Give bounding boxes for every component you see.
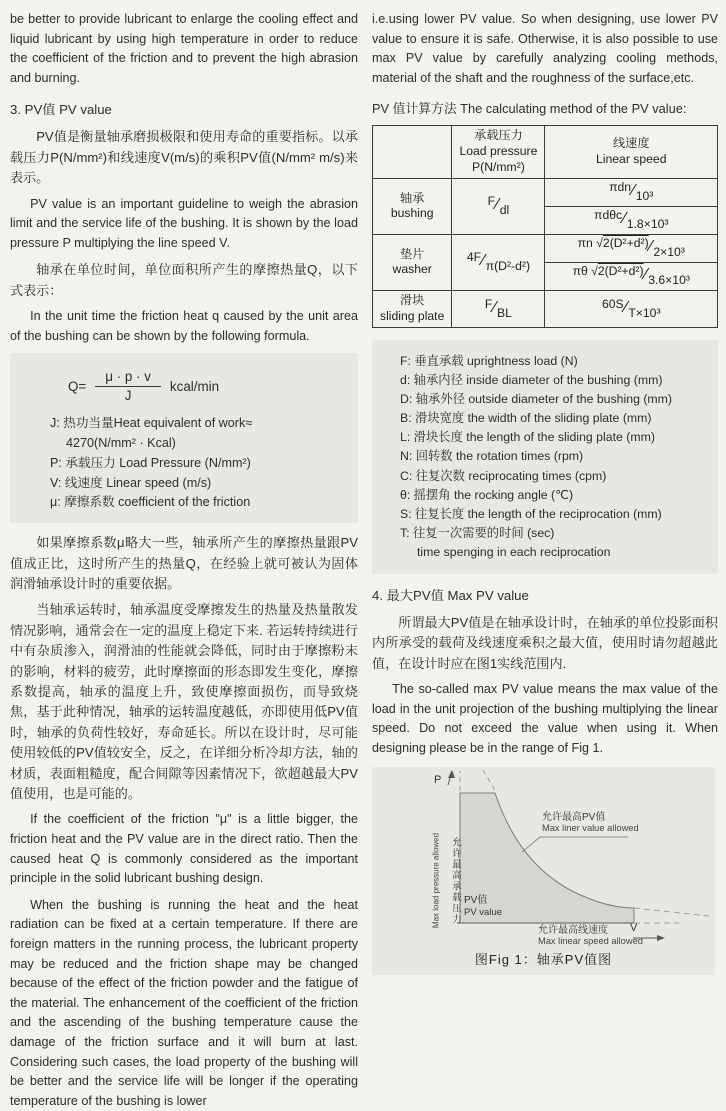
sliding-plate-pressure-formula	[484, 296, 512, 320]
v-axis-arrowhead	[657, 935, 665, 941]
formula-prefix: πθ	[572, 264, 592, 279]
header-load-pressure-en: Load pressure	[459, 144, 538, 159]
friction-heat-formula-box	[10, 353, 358, 523]
formula-def-J-cont: 4270(N/mm² · Kcal)	[66, 436, 176, 451]
formula-denominator: T×10³	[628, 305, 661, 320]
bushing-label-cell	[373, 178, 452, 234]
pv-figure	[372, 767, 715, 975]
table-title: PV 值计算方法 The calculating method of the PV value:	[372, 101, 687, 117]
right-column	[372, 10, 718, 967]
q-formula-unit: kcal/min	[169, 378, 220, 394]
washer-speed-rotation-cell	[545, 234, 718, 262]
formula-denominator: π(D²-d²)	[485, 259, 530, 274]
table-header-row	[373, 126, 718, 179]
sqrt-body: 2(D²+d²)	[597, 264, 644, 279]
formula-denominator: 10³	[635, 189, 654, 204]
p-axis-arrowhead	[448, 770, 455, 778]
legend-T: T: 往复一次需要的时间 (sec)	[400, 525, 555, 540]
legend-theta: θ: 摇摆角 the rocking angle (℃)	[400, 487, 574, 502]
formula-numerator: F	[487, 194, 496, 209]
figure-x-axis-symbol: V	[630, 921, 638, 934]
sliding-plate-label-en: sliding plate	[379, 308, 445, 323]
paragraph-lubricant-cooling: be better to provide lubricant to enlarge the cooling effect and liquid lubricant by using high temperature in order to reduce the coefficient of the friction and to prevent the high abrasion and burning.	[10, 12, 358, 85]
section-heading-pv-value: 3. PV值 PV value	[10, 102, 112, 118]
figure-caption: 图Fig 1：轴承PV值图	[474, 951, 613, 967]
header-load-pressure-cell	[452, 126, 545, 179]
washer-speed-formula-2	[573, 266, 690, 287]
header-load-pressure-unit: P(N/mm²)	[472, 160, 525, 175]
bushing-label-zh: 轴承	[399, 190, 425, 205]
fraction-slash: ∕	[482, 252, 485, 270]
legend-C: C: 往复次数 reciprocating times (cpm)	[400, 468, 607, 483]
fraction-slash: ∕	[493, 298, 497, 316]
formula-def-V: V: 线速度 Linear speed (m/s)	[50, 475, 212, 490]
paragraph-friction-heat-en: In the unit time the friction heat q caused by the unit area of the bushing can be shown by the following formula.	[10, 309, 358, 343]
sliding-plate-label-cell	[373, 290, 452, 327]
washer-label-en: washer	[392, 262, 432, 277]
figure-max-pv-annotation	[542, 812, 639, 835]
figure-ylabel-zh: 允许最高承载压力	[450, 836, 461, 925]
sliding-plate-label-zh: 滑块	[399, 293, 425, 308]
legend-T-cont: time spenging in each reciprocation	[417, 544, 611, 559]
paragraph-max-pv-zh: 所谓最大PV值是在轴承设计时，在轴承的单位投影面积内所承受的载荷及线速度乘积之最大值，使用时请勿超越此值，在设计时应在图1实线范围内.	[372, 614, 718, 671]
legend-B: B: 滑块宽度 the width of the sliding plate (mm)	[400, 411, 652, 426]
paragraph-bushing-running-zh: 当轴承运转时，轴承温度受摩擦发生的热量及热量散发情况影响，通常会在一定的温度上稳定下来. 若运转持续进行中有杂质渗入，润滑油的性能就会降低，同时由于摩擦粉末的影响，材料的疲劳，此时摩擦面的形态即发生变化，摩擦系数提高，轴承的温度上升，致使摩擦面损伤，而导致烧焦，基于此种情况，轴承的运转温度越低，亦即使用低PV值时，轴承的负荷性较好，寿命延长。所以在设计时，尽可能使用较低的PV值较安全，反之，在详细分析冷却方法，轴的材质，表面粗糙度，配合间隙等因素情况下，欲超越最大PV值使用，也是可能的。	[10, 602, 358, 802]
formula-prefix: πn	[577, 236, 597, 251]
bushing-speed-rocking-cell	[545, 206, 718, 234]
sliding-plate-speed-cell	[545, 290, 718, 327]
formula-denominator: dl	[499, 203, 510, 218]
formula-denominator: 1.8×10³	[626, 217, 669, 232]
formula-def-P: P: 承载压力 Load Pressure (N/mm²)	[50, 455, 251, 470]
figure-pv-region-label	[464, 895, 502, 920]
header-linear-speed-zh: 线速度	[612, 136, 650, 151]
figure-max-speed-annotation	[538, 925, 643, 948]
formula-numerator: 4F	[466, 250, 482, 265]
legend-F: F: 垂直承载 uprightness load (N)	[400, 353, 578, 368]
washer-speed-rocking-cell	[545, 262, 718, 290]
sqrt-sign: √	[596, 236, 603, 251]
max-speed-annotation-en: Max linear speed allowed	[538, 936, 643, 947]
bushing-speed-rotation-cell	[545, 178, 718, 206]
paragraph-mu-bigger-zh: 如果摩擦系数μ略大一些，轴承所产生的摩擦热量跟PV值成正比，这时所产生的热量Q，在经验上就可被认为固体润滑轴承设计时的重要依据。	[10, 535, 358, 592]
header-empty-cell	[373, 126, 452, 179]
formula-denominator: 3.6×10³	[648, 273, 690, 288]
bushing-label-en: bushing	[390, 206, 434, 221]
legend-L: L: 滑块长度 the length of the sliding plate (mm)	[400, 430, 655, 445]
section-heading-max-pv: 4. 最大PV值 Max PV value	[372, 587, 529, 603]
formula-numerator: 60S	[601, 296, 624, 311]
formula-denominator: BL	[497, 305, 512, 320]
formula-def-J: J: 热功当量Heat equivalent of work≈	[50, 416, 253, 431]
formula-numerator: πdθc	[594, 208, 623, 223]
paragraph-pv-def-zh: PV值是衡量轴承磨损极限和使用寿命的重要指标。以承载压力P(N/mm²)和线速度V(m/s)的乘积PV值(N/mm² m/s)来表示。	[10, 129, 358, 186]
pv-region-label-zh: PV值	[464, 894, 488, 906]
fraction-slash: ∕	[632, 182, 635, 200]
paragraph-max-pv-en: The so-called max PV value means the max value of the load in the unit projection of the bushing multiplying the linear speed. Do not exceed the value when using it. When designing please be in the range of Fig 1.	[372, 682, 718, 755]
bushing-pressure-formula	[488, 196, 510, 217]
max-speed-annotation-zh: 允许最高线速度	[538, 924, 608, 936]
washer-label-cell	[373, 234, 452, 290]
sqrt-sign: √	[591, 264, 598, 279]
header-linear-speed-en: Linear speed	[596, 152, 667, 167]
washer-speed-formula-1	[578, 238, 685, 259]
legend-D: D: 轴承外径 outside diameter of the bushing (mm)	[400, 392, 672, 407]
fraction-slash: ∕	[649, 238, 653, 256]
table-row-washer	[373, 234, 718, 262]
paragraph-bushing-running-en: When the bushing is running the heat and the heat radiation can be fixed at a certain temperature. If there are foreign matters in the running process, the lubricant property may be reduced and the friction shape may be changed because of the effect of the friction powder and the fatigue of the material. The enhancement of the coefficient of the friction and the ascending of the bushing temperature cause the damage of the friction surface and it will burn at last. Considering such cases, the load property of the bushing will be better and the service life will be longer if the operating temperature of the bushing is lower	[10, 897, 358, 1108]
left-column	[10, 10, 358, 1108]
q-formula-denominator: J	[95, 386, 161, 404]
table-row-sliding-plate	[373, 290, 718, 327]
paragraph-pv-def-en: PV value is an important guideline to weigh the abrasion limit and the service life of the bushing. It is shown by the load pressure P multiplying the line speed V.	[10, 196, 358, 250]
max-pv-annotation-en: Max liner value allowed	[542, 823, 639, 834]
paragraph-mu-bigger-en: If the coefficient of the friction "μ" is a little bigger, the friction heat and the PV value are in the direct ratio. Then the caused heat Q is commonly considered as the important principle in the solid lubricant bushing design.	[10, 812, 358, 886]
table-row-bushing	[373, 178, 718, 206]
legend-N: N: 回转数 the rotation times (rpm)	[400, 449, 584, 464]
figure-ylabel-en: Max load pressure allowed	[431, 832, 441, 928]
sliding-plate-speed-formula	[601, 296, 661, 320]
washer-pressure-formula	[467, 252, 530, 273]
q-formula-fraction	[95, 368, 161, 404]
header-linear-speed-cell	[545, 126, 718, 179]
legend-d: d: 轴承内径 inside diameter of the bushing (mm)	[400, 373, 663, 388]
fraction-slash: ∕	[644, 266, 648, 284]
q-formula	[68, 368, 342, 404]
fraction-slash: ∕	[624, 298, 628, 316]
symbol-legend-box	[372, 340, 718, 574]
sqrt-body: 2(D²+d²)	[602, 236, 649, 251]
figure-y-axis-symbol: P	[434, 773, 442, 786]
bushing-pressure-cell	[452, 178, 545, 234]
bushing-speed-formula-1	[609, 182, 653, 203]
paragraph-lower-pv: i.e.using lower PV value. So when designing, use lower PV value to ensure it is safe. Otherwise, it is also possible to use max PV value by carefully analyzing cooling methods, material of the shaft and the roughness of the surface,etc.	[372, 12, 718, 85]
header-load-pressure-zh: 承载压力	[474, 128, 523, 143]
q-formula-lhs: Q=	[68, 378, 87, 394]
formula-def-mu: μ: 摩擦系数 coefficient of the friction	[50, 495, 251, 510]
pv-calculation-table	[372, 125, 718, 328]
q-formula-numerator: μ · p · v	[105, 369, 151, 385]
max-pv-annotation-zh: 允许最高PV值	[542, 811, 606, 823]
formula-numerator	[573, 264, 644, 280]
sliding-plate-pressure-cell	[452, 290, 545, 327]
fraction-slash: ∕	[496, 196, 499, 214]
formula-numerator	[578, 236, 649, 252]
paragraph-friction-heat-zh: 轴承在单位时间，单位面积所产生的摩擦热量Q，以下式表示：	[10, 262, 358, 298]
formula-numerator: F	[484, 296, 493, 311]
washer-pressure-cell	[452, 234, 545, 290]
formula-numerator: πdn	[609, 180, 632, 195]
formula-denominator: 2×10³	[653, 245, 685, 260]
legend-S: S: 往复长度 the length of the reciprocation (mm)	[400, 506, 662, 521]
fraction-slash: ∕	[623, 210, 626, 228]
washer-label-zh: 垫片	[399, 246, 425, 261]
pv-region-label-en: PV value	[464, 907, 503, 919]
bushing-speed-formula-2	[594, 210, 668, 231]
